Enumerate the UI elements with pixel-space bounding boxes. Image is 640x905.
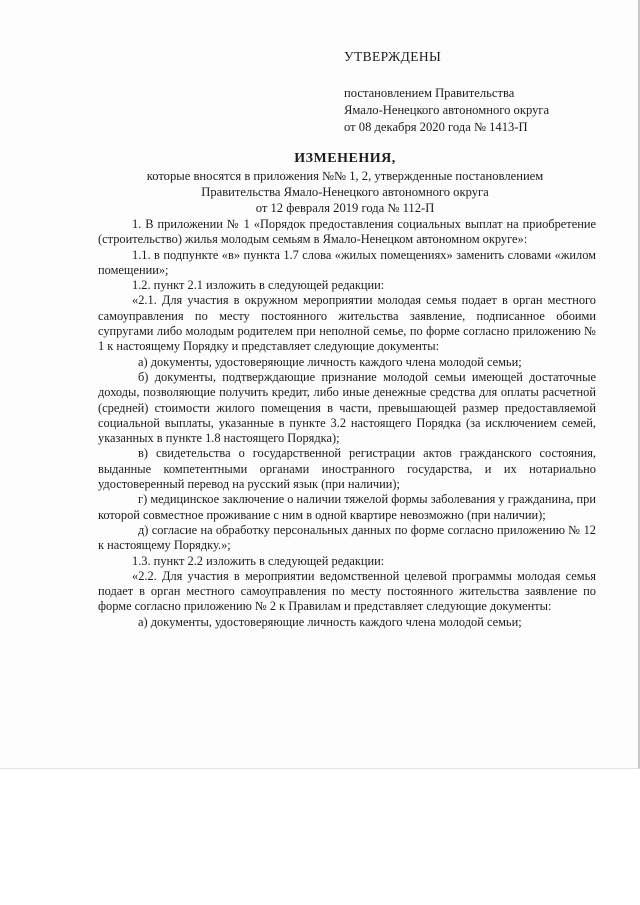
paragraph: 1.2. пункт 2.1 изложить в следующей редакции: [132,278,385,293]
heading-line: Правительства Ямало-Ненецкого автономного округа [201,185,489,199]
paragraph: б) документы, подтверждающие признание молодой семьи имеющей достаточные доходы, позволяющие получить кредит, либо иные денежные средства для оплаты расчетной (средней) стоимости жилого помещения в части, превышающей размер предоставляемой социальной выплаты, указанные в пункте 3.2 настоящего Порядка (за исключением семей, указанных в пункте 1.8 настоящего Порядка); [98,369,596,446]
paragraph: в) свидетельства о государственной регистрации актов гражданского состояния, выданные компетентными органами иностранного государства, и их нотариально удостоверенный перевод на русский язык (при наличии); [98,446,596,492]
paragraph: а) документы, удостоверяющие личность каждого члена молодой семьи; [138,354,522,369]
paragraph: г) медицинское заключение о наличии тяжелой формы заболевания у гражданина, при которой совместное проживание с ним в одной квартире невозможно (при наличии); [98,492,596,522]
paragraph: д) согласие на обработку персональных данных по форме согласно приложению № 12 к настоящему Порядку.»; [98,522,596,553]
paragraph: а) документы, удостоверяющие личность каждого члена молодой семьи; [138,614,522,629]
approval-line: постановлением Правительства [344,86,515,100]
document-title: ИЗМЕНЕНИЯ, [294,151,396,166]
paragraph: 1.1. в подпункте «в» пункта 1.7 слова «жилых помещениях» заменить словами «жилом помещении»; [98,247,596,277]
paragraph: «2.2. Для участия в мероприятии ведомственной целевой программы молодая семья подает в орган местного самоуправления по месту постоянного жительства заявление по форме согласно приложению № 2 к Правилам и представляет следующие документы: [98,568,596,614]
heading-line: от 12 февраля 2019 года № 112-П [255,201,435,215]
paragraph: «2.1. Для участия в окружном мероприятии молодая семья подает в орган местного самоуправления по месту постоянного жительства заявление, подписанное обоими супругами либо молодым родителем при неполной семье, по форме согласно приложению № 1 к настоящему Порядку и представляет следующие документы: [98,293,596,354]
approval-block [344,48,624,136]
heading-line: которые вносятся в приложения №№ 1, 2, утвержденные постановлением [146,169,544,183]
document-heading [100,151,590,216]
approval-heading: УТВЕРЖДЕНЫ [344,49,442,64]
approval-line: от 08 декабря 2020 года № 1413-П [344,120,528,134]
approval-line: Ямало-Ненецкого автономного округа [344,103,550,117]
document-body [98,217,596,630]
paragraph: 1.3. пункт 2.2 изложить в следующей редакции: [132,553,385,568]
paragraph: 1. В приложении № 1 «Порядок предоставления социальных выплат на приобретение (строительство) жилья молодым семьям в Ямало-Ненецком автономном округе»: [98,217,596,247]
